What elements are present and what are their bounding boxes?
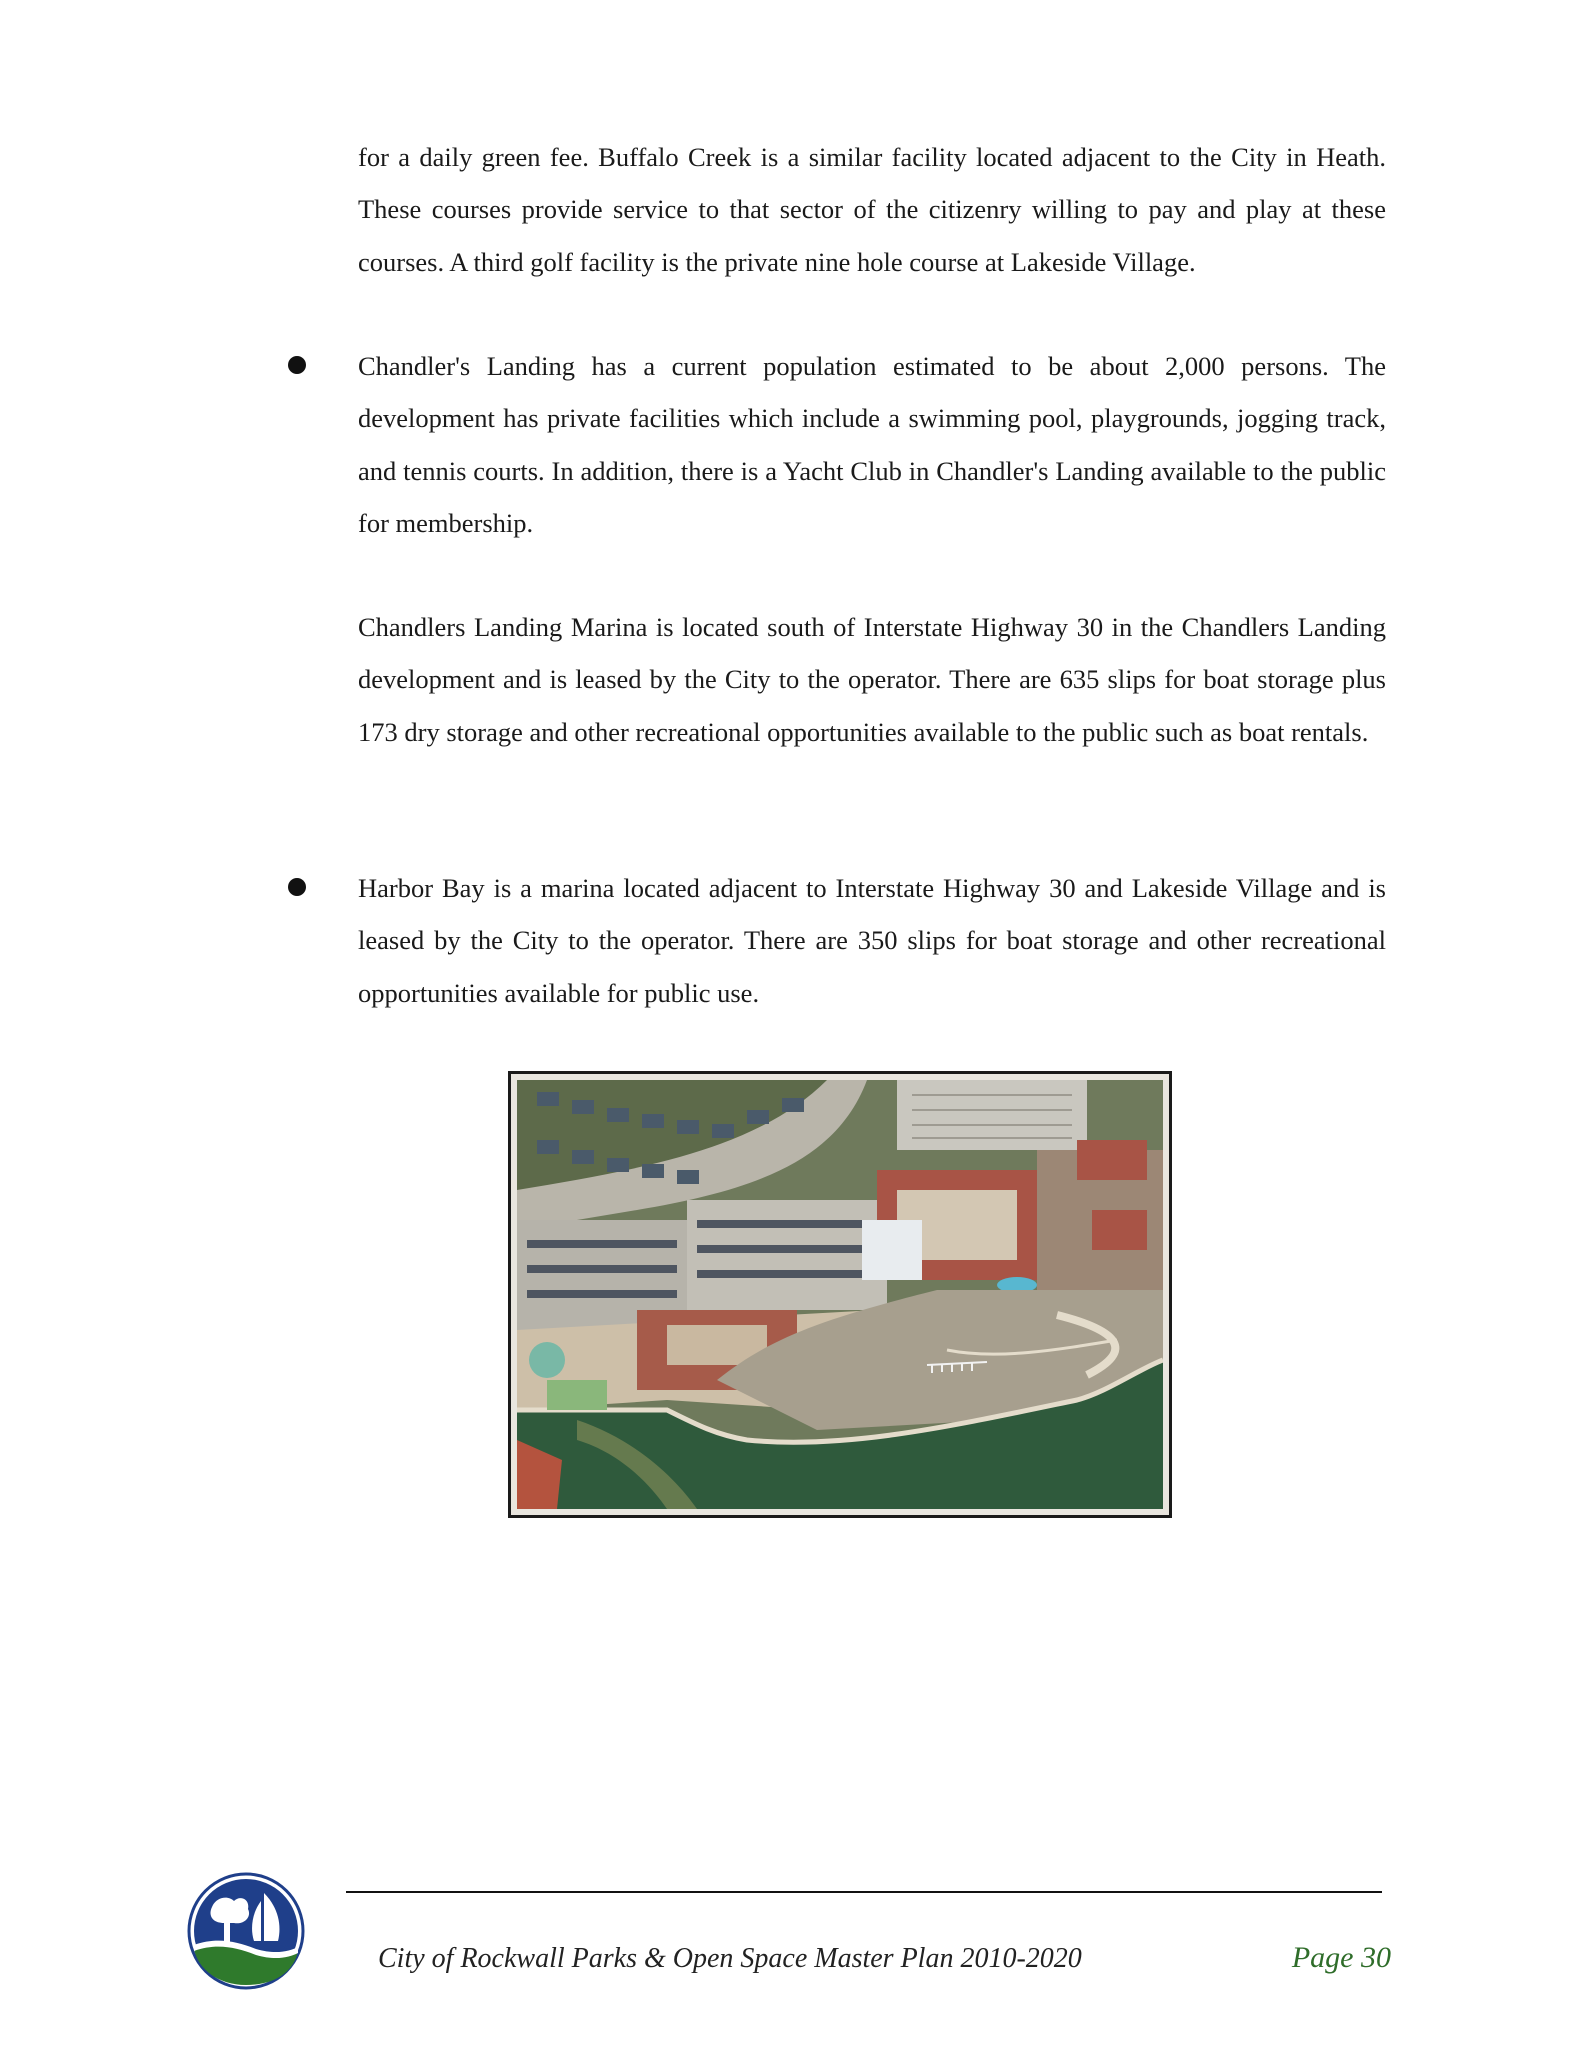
footer-page-number: Page 30 <box>1291 1941 1391 1974</box>
city-logo-icon <box>186 1871 306 1991</box>
footer-document-title: City of Rockwall Parks & Open Space Master Plan 2010-2020 <box>378 1943 1082 1974</box>
paragraph-chandlers-landing-marina: Chandlers Landing Marina is located south of Interstate Highway 30 in the Chandlers Landing development and is leased by the City to the operator. There are 635 slips for boat storage plus 173 dry storage and other recreational opportunities available to the public such as boat rentals. <box>358 612 1386 747</box>
paragraph-harbor-bay: Harbor Bay is a marina located adjacent to Interstate Highway 30 and Lakeside Village and is leased by the City to the operator. There are 350 slips for boat storage and other recreational opportunities available for public use. <box>358 873 1386 1008</box>
bullet-icon <box>288 878 306 896</box>
aerial-photo-marina <box>508 1071 1172 1518</box>
paragraph-chandlers-landing: Chandler's Landing has a current population estimated to be about 2,000 persons. The development has private facilities which include a swimming pool, playgrounds, jogging track, and tennis courts. In addition, there is a Yacht Club in Chandler's Landing available to the public for membership. <box>358 351 1386 538</box>
bullet-icon <box>288 356 306 374</box>
paragraph-golf-courses: for a daily green fee. Buffalo Creek is a similar facility located adjacent to the City in Heath. These courses provide service to that sector of the citizenry willing to pay and play at these courses. A third golf facility is the private nine hole course at Lakeside Village. <box>358 142 1386 277</box>
aerial-photo-image <box>517 1080 1163 1509</box>
footer-divider <box>346 1891 1382 1893</box>
